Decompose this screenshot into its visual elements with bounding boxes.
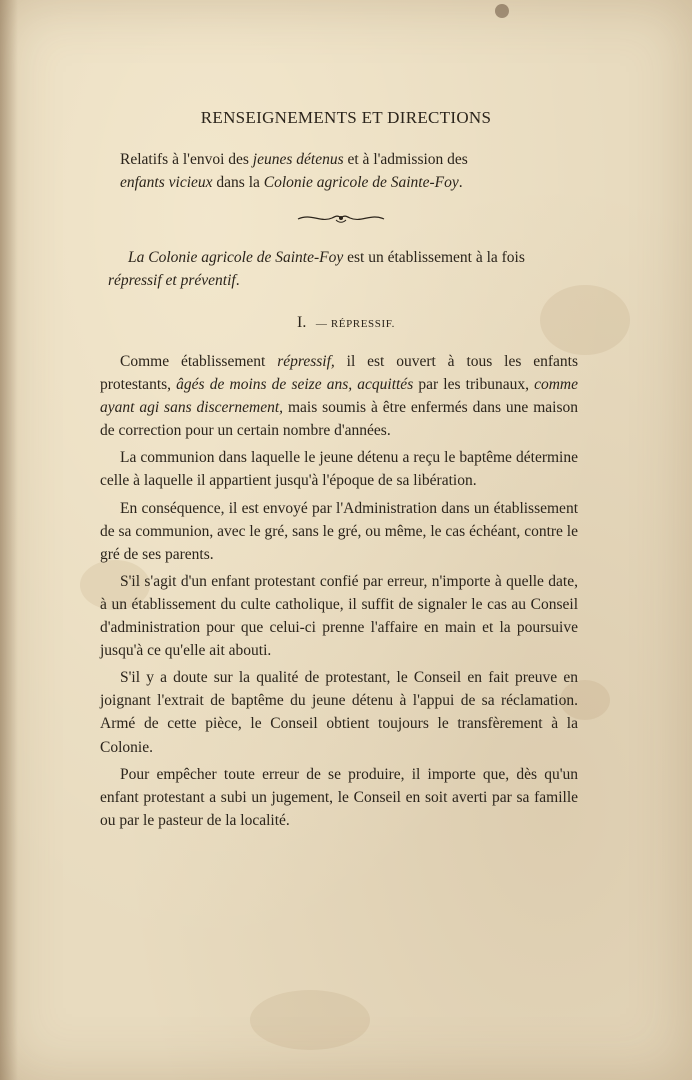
intro-paragraph <box>108 246 578 292</box>
subtitle-italic: enfants vicieux <box>120 174 213 191</box>
subtitle-text: dans la <box>212 174 264 191</box>
section-label: — RÉPRESSIF. <box>315 318 395 330</box>
paragraph-6: Pour empêcher toute erreur de se produire, il importe que, dès qu'un enfant protestant a subi un jugement, le Conseil en soit averti par sa famille ou par le pasteur de la localité. <box>100 765 578 829</box>
intro-italic: répressif et préventif <box>108 272 236 289</box>
subtitle-text: et à l'admission des <box>343 151 468 168</box>
paragraph-italic: âgés de moins de seize ans, acquittés <box>176 376 414 394</box>
subtitle-line-1 <box>120 148 580 171</box>
intro-text: est un établissement à la fois <box>343 249 525 266</box>
intro-italic: La Colonie agricole de Sainte-Foy <box>128 249 344 266</box>
subtitle-text: Relatifs à l'envoi des <box>120 151 253 168</box>
subtitle-italic: Colonie agricole de Sainte-Foy <box>263 174 459 191</box>
paragraph-italic: répressif, <box>277 353 335 370</box>
subtitle-text: . <box>458 174 463 191</box>
paragraph-text: il est ouvert à tous les enfants protestants, <box>100 353 579 394</box>
body-text <box>100 350 578 832</box>
section-number: I. <box>297 314 307 331</box>
binding-shadow <box>0 0 18 1080</box>
section-heading <box>0 314 692 332</box>
paragraph-italic: comme ayant agi sans discernement, <box>100 376 578 417</box>
subtitle-line-2 <box>120 171 580 194</box>
intro-text: . <box>235 272 240 289</box>
foxing-stain <box>250 990 370 1050</box>
paragraph-3: En conséquence, il est envoyé par l'Administration dans un établissement de sa communion, avec le gré, sans le gré, ou même, le cas échéant, contre le gré de ses parents. <box>100 499 578 563</box>
paragraph-5: S'il y a doute sur la qualité de protestant, le Conseil en fait preuve en joignant l'extrait de baptême du jeune détenu à l'appui de sa réclamation. Armé de cette pièce, le Conseil obtient toujours le transfèrement à la Colonie. <box>100 669 578 756</box>
paragraph-text: par les tribunaux, <box>413 376 535 394</box>
page-title: RENSEIGNEMENTS ET DIRECTIONS <box>200 108 492 127</box>
paragraph-text: Comme établissement <box>120 353 278 370</box>
paragraph-text: mais soumis à être enfermés dans une maison de correction pour un certain nombre d'années. <box>100 399 578 440</box>
paragraph-4: S'il s'agit d'un enfant protestant confié par erreur, n'importe à quelle date, à un établissement du culte catholique, il suffit de signaler le cas au Conseil d'administration pour que celui-ci prenne l'affaire en main et la poursuive jusqu'à ce qu'elle ait abouti. <box>100 572 578 660</box>
ink-spot <box>495 4 509 18</box>
paragraph-1 <box>100 350 578 442</box>
subtitle <box>120 148 580 194</box>
decorative-flourish-icon <box>296 211 386 225</box>
paragraph-2: La communion dans laquelle le jeune détenu a reçu le baptême détermine celle à laquelle il appartient jusqu'à l'époque de sa libération. <box>100 449 578 490</box>
subtitle-italic: jeunes détenus <box>252 151 344 168</box>
